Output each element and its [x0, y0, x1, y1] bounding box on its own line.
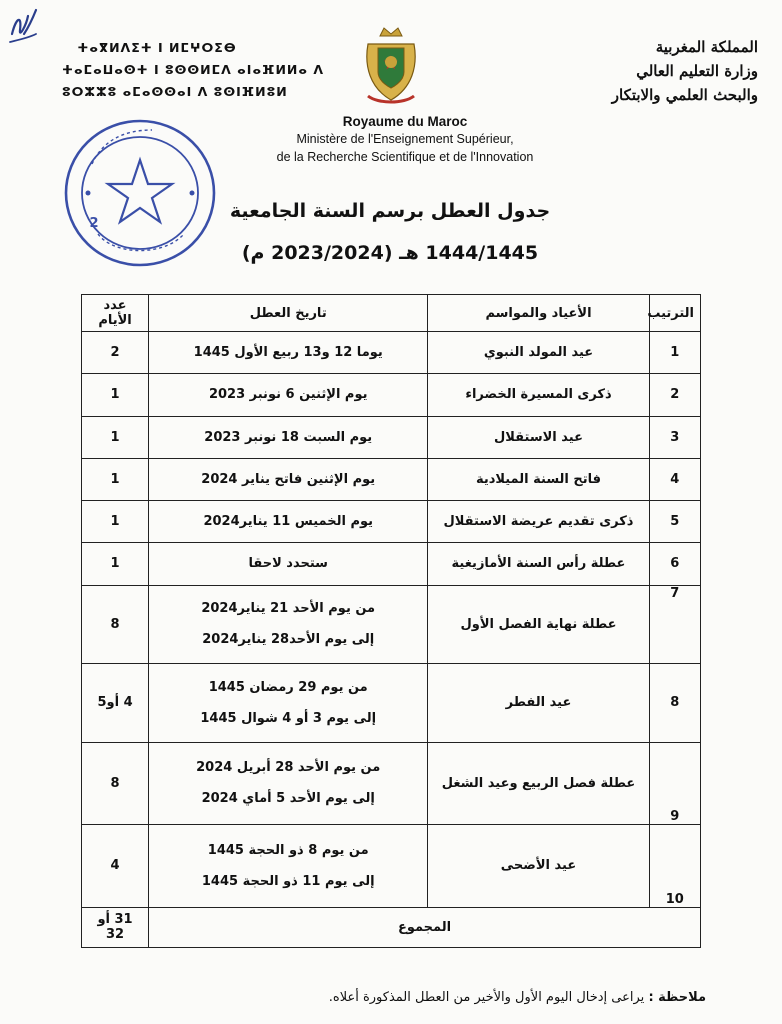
row-number: 5 — [649, 501, 700, 543]
total-days: 31 أو 32 — [82, 907, 149, 947]
row-date-from: من يوم 29 رمضان 1445 — [208, 679, 368, 695]
row-date: يوم السبت 18 نونبر 2023 — [149, 416, 428, 458]
table-row — [82, 664, 701, 743]
arabic-ministry: وزارة التعليم العالي — [636, 62, 758, 80]
row-date-from: من يوم الأحد 28 أبريل 2024 — [196, 760, 381, 776]
row-number: 8 — [649, 664, 700, 743]
table-row — [82, 585, 701, 664]
row-date — [149, 742, 428, 825]
handwritten-initials-mark — [6, 4, 40, 48]
row-days: 4 أو5 — [82, 664, 149, 743]
table-row — [82, 742, 701, 825]
row-festival: ذكرى تقديم عريضة الاستقلال — [428, 501, 649, 543]
row-days: 2 — [82, 332, 149, 374]
table-row — [82, 501, 701, 543]
stamp-number: 2 — [89, 216, 99, 231]
row-number: 6 — [649, 543, 700, 585]
row-number: 9 — [649, 742, 700, 825]
document-subtitle-years: 1444/1445 هـ (2023/2024 م) — [241, 242, 539, 264]
row-date — [149, 664, 428, 743]
row-number: 1 — [649, 332, 700, 374]
table-row — [82, 374, 701, 416]
table-row — [82, 825, 701, 908]
row-date-from: من يوم 8 ذو الحجة 1445 — [207, 842, 369, 858]
row-date-to: إلى يوم 11 ذو الحجة 1445 — [201, 873, 375, 889]
table-row — [82, 543, 701, 585]
row-date: يوم الإثنين 6 نونبر 2023 — [149, 374, 428, 416]
row-days: 1 — [82, 458, 149, 500]
row-days: 4 — [82, 825, 149, 908]
row-date: يوما 12 و13 ربيع الأول 1445 — [149, 332, 428, 374]
document-title: جدول العطل برسم السنة الجامعية — [229, 200, 551, 222]
row-date: يوم الإثنين فاتح يناير 2024 — [149, 458, 428, 500]
row-days: 1 — [82, 543, 149, 585]
french-ministry-line-2: de la Recherche Scientifique et de l'Innovation — [276, 150, 534, 164]
row-festival: فاتح السنة الميلادية — [428, 458, 649, 500]
table-total-row — [82, 907, 701, 947]
row-number: 7 — [649, 585, 700, 664]
arabic-kingdom: المملكة المغربية — [655, 38, 758, 56]
row-festival: عطلة رأس السنة الأمازيغية — [428, 543, 649, 585]
header-days-count: عدد الأيام — [82, 295, 149, 332]
table-row — [82, 332, 701, 374]
table-row — [82, 458, 701, 500]
row-days: 8 — [82, 585, 149, 664]
row-date-from: من يوم الأحد 21 يناير2024 — [201, 601, 376, 617]
row-days: 1 — [82, 501, 149, 543]
footnote-label: ملاحظة : — [648, 990, 706, 1005]
table-header-row — [82, 295, 701, 332]
row-festival: عيد الاستقلال — [428, 416, 649, 458]
row-days: 8 — [82, 742, 149, 825]
row-festival: عطلة نهاية الفصل الأول — [428, 585, 649, 664]
header-festivals: الأعياد والمواسم — [428, 295, 649, 332]
arabic-research: والبحث العلمي والابتكار — [611, 86, 758, 104]
total-label: المجموع — [149, 907, 701, 947]
row-festival: ذكرى المسيرة الخضراء — [428, 374, 649, 416]
row-date: يوم الخميس 11 يناير2024 — [149, 501, 428, 543]
footnote-text: يراعى إدخال اليوم الأول والأخير من العطل المذكورة أعلاه. — [328, 990, 649, 1005]
row-number: 10 — [649, 825, 700, 908]
row-festival: عطلة فصل الربيع وعيد الشغل — [428, 742, 649, 825]
row-date — [149, 825, 428, 908]
official-ministry-stamp — [62, 116, 218, 270]
row-date: ستحدد لاحقا — [149, 543, 428, 585]
row-number: 4 — [649, 458, 700, 500]
french-ministry-line-1: Ministère de l'Enseignement Supérieur, — [296, 132, 514, 146]
row-days: 1 — [82, 416, 149, 458]
row-date-to: إلى يوم الأحد 5 أماي 2024 — [201, 791, 375, 807]
row-festival: عيد المولد النبوي — [428, 332, 649, 374]
tifinagh-line-1: ⵜⴰⴳⵍⴷⵉⵜ ⵏ ⵍⵎⵖⵔⵉⴱ — [77, 40, 237, 55]
header-holiday-dates: تاريخ العطل — [149, 295, 428, 332]
row-date-to: إلى يوم الأحد28 يناير2024 — [202, 632, 375, 648]
table-row — [82, 416, 701, 458]
footnote — [329, 990, 706, 1005]
row-festival: عيد الفطر — [428, 664, 649, 743]
moroccan-coat-of-arms-emblem — [360, 26, 422, 106]
row-festival: عيد الأضحى — [428, 825, 649, 908]
row-number: 3 — [649, 416, 700, 458]
french-kingdom: Royaume du Maroc — [342, 114, 468, 129]
header-order: الترتيب — [649, 295, 700, 332]
row-date-to: إلى يوم 3 أو 4 شوال 1445 — [200, 710, 377, 726]
tifinagh-line-3: ⵓⵔⵣⵣⵓ ⴰⵎⴰⵙⵙⴰⵏ ⴷ ⵓⵙⵏⴼⵍⵓⵍ — [62, 84, 288, 99]
tifinagh-line-2: ⵜⴰⵎⴰⵡⴰⵙⵜ ⵏ ⵓⵙⵙⵍⵎⴷ ⴰⵏⴰⴼⵍⵍⴰ ⴷ — [62, 62, 325, 77]
holiday-table — [81, 294, 701, 948]
row-number: 2 — [649, 374, 700, 416]
row-date — [149, 585, 428, 664]
row-days: 1 — [82, 374, 149, 416]
